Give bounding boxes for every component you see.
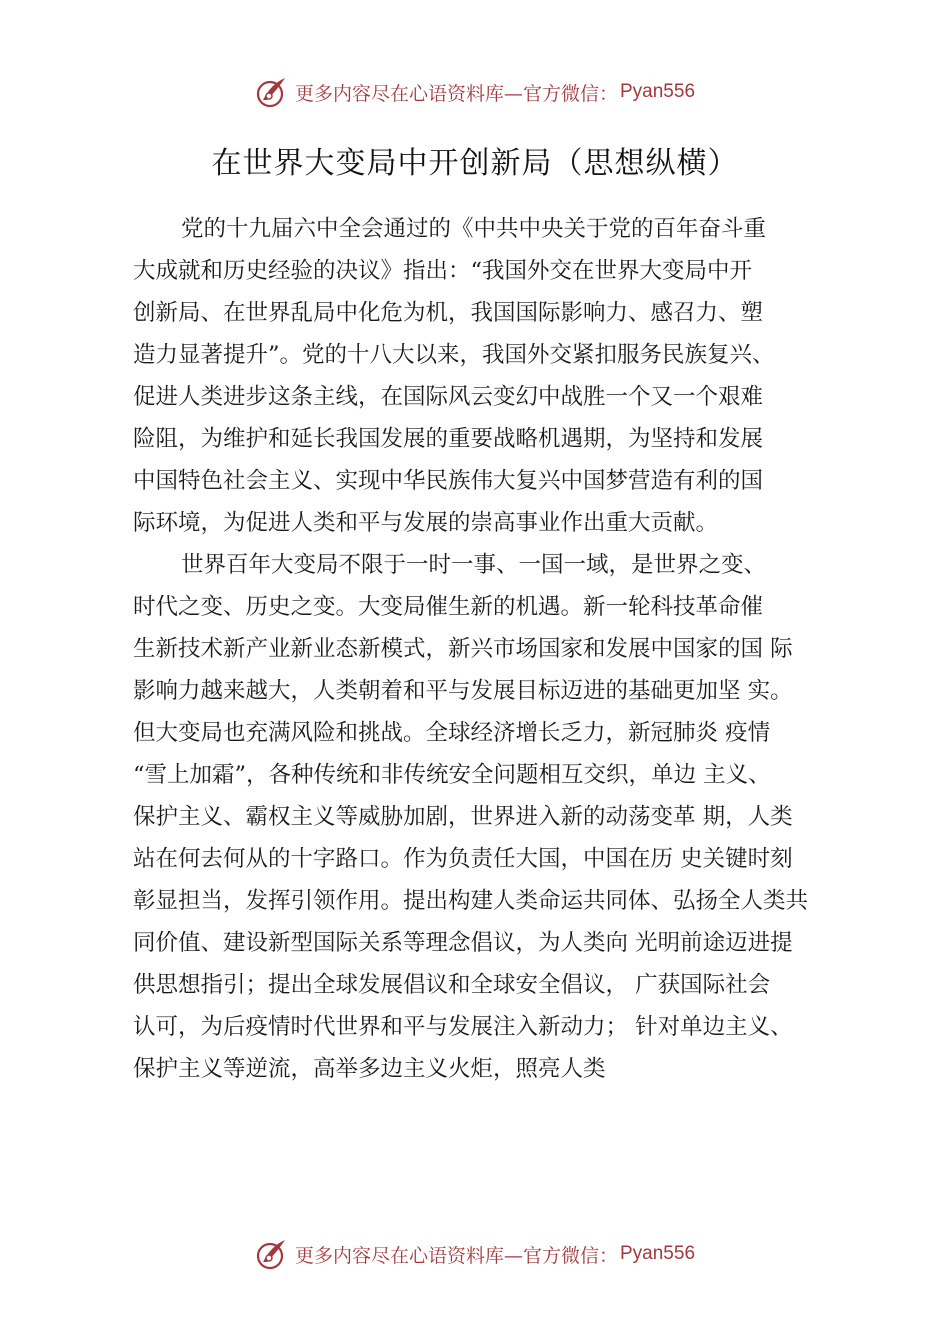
body-line: 保护主义、霸权主义等威胁加剧，世界进入新的动荡变革 期，人类 [133, 804, 793, 830]
body-line: 际环境，为促进人类和平与发展的崇高事业作出重大贡献。 [133, 510, 719, 536]
watermark-banner-top [0, 74, 950, 110]
body-line: 供思想指引；提出全球发展倡议和全球安全倡议， 广获国际社会 [133, 972, 771, 998]
watermark-text: 更多内容尽在心语资料库—官方微信： [294, 1244, 618, 1267]
body-line: 创新局、在世界乱局中化危为机，我国国际影响力、感召力、塑 [133, 300, 764, 326]
watermark-wechat-id: Pyan556 [620, 81, 696, 102]
body-line: 大成就和历史经验的决议》指出：“我国外交在世界大变局中开 [133, 258, 753, 284]
body-line: 世界百年大变局不限于一时一事、一国一域，是世界之变、 [181, 552, 767, 578]
body-line: 同价值、建设新型国际关系等理念倡议，为人类向 光明前途迈进提 [133, 930, 793, 956]
article-title: 在世界大变局中开创新局（思想纵横） [211, 146, 739, 181]
pen-logo-icon [255, 1236, 289, 1272]
body-line: 保护主义等逆流，高举多边主义火炬，照亮人类 [133, 1056, 606, 1082]
body-line: 促进人类进步这条主线，在国际风云变幻中战胜一个又一个艰难 [133, 384, 764, 410]
body-line: 认可，为后疫情时代世界和平与发展注入新动力； 针对单边主义、 [133, 1014, 793, 1040]
watermark-wechat-id: Pyan556 [620, 1243, 696, 1264]
body-line: 但大变局也充满风险和挑战。全球经济增长乏力，新冠肺炎 疫情 [133, 720, 771, 746]
body-line: 中国特色社会主义、实现中华民族伟大复兴中国梦营造有利的国 [133, 468, 764, 494]
body-line: 造力显著提升”。党的十八大以来，我国外交紧扣服务民族复兴、 [133, 342, 775, 368]
watermark-text: 更多内容尽在心语资料库—官方微信： [294, 82, 618, 105]
pen-logo-icon [255, 74, 289, 110]
body-line: 党的十九届六中全会通过的《中共中央关于党的百年奋斗重 [181, 216, 767, 242]
watermark-banner-bottom [0, 1236, 950, 1272]
body-line: 影响力越来越大，人类朝着和平与发展目标迈进的基础更加坚 实。 [133, 678, 793, 704]
body-line: 彰显担当，发挥引领作用。提出构建人类命运共同体、弘扬全人类共 [133, 888, 809, 914]
body-line: 险阻，为维护和延长我国发展的重要战略机遇期，为坚持和发展 [133, 426, 764, 452]
body-line: 站在何去何从的十字路口。作为负责任大国，中国在历 史关键时刻 [133, 846, 793, 872]
body-line: “雪上加霜”，各种传统和非传统安全问题相互交织，单边 主义、 [133, 762, 771, 788]
body-line: 时代之变、历史之变。大变局催生新的机遇。新一轮科技革命催 [133, 594, 764, 620]
body-line: 生新技术新产业新业态新模式，新兴市场国家和发展中国家的国 际 [133, 636, 793, 662]
article-body [133, 208, 848, 1090]
